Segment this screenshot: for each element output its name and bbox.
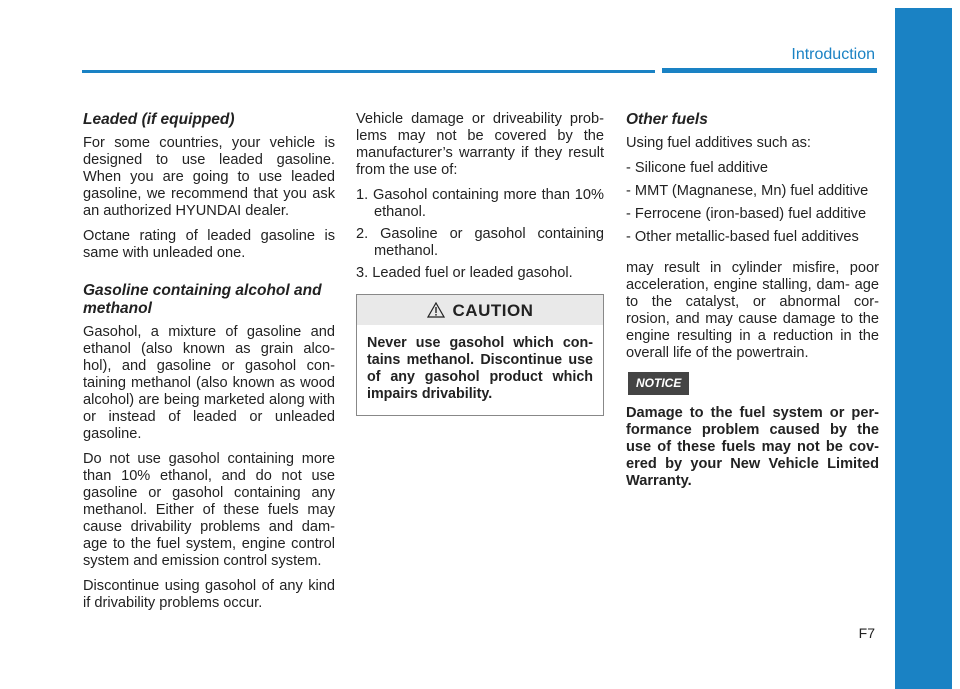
caution-body: Never use gasohol which con- tains methanol. Discontinue use of any gasohol product which impairs drivability. (367, 335, 593, 402)
list-item: 3. Leaded fuel or leaded gasohol. (356, 265, 573, 281)
list-item: - MMT (Magnanese, Mn) fuel additive (626, 183, 869, 199)
heading-gasoline-alcohol: Gasoline containing alcohol and methanol (83, 282, 322, 317)
paragraph: Do not use gasohol containing more than 10% ethanol, and do not use gasoline or gasohol containing any methanol. Either of these fuels may cause drivability problems and dam- age to the fuel system, engine control system and emission control system. (83, 451, 335, 569)
list-item: 1. Gasohol containing more than 10% ethanol. (356, 187, 604, 220)
caution-header (357, 295, 603, 325)
paragraph: may result in cylinder misfire, poor acceleration, engine stalling, dam- age to the catalyst, or abnormal cor- rosion, and may cause damage to the engine resulting in a reduction in the overall life of the powertrain. (626, 260, 879, 361)
list-item: - Other metallic-based fuel additives (626, 229, 859, 245)
notice-text: Damage to the fuel system or per- formance problem caused by the use of these fuels may not be cov- ered by your New Vehicle Limited Warranty. (626, 405, 879, 489)
page-number: F7 (858, 625, 875, 641)
numbered-list (356, 187, 604, 282)
header-rule (82, 70, 655, 73)
column-left (83, 111, 335, 620)
paragraph: Vehicle damage or driveability prob- lems may not be covered by the manufacturer’s warranty if they result from the use of: (356, 111, 604, 178)
section-title: Introduction (791, 46, 875, 63)
paragraph: Discontinue using gasohol of any kind if drivability problems occur. (83, 578, 335, 611)
header-rule-accent (662, 68, 877, 73)
column-right (626, 111, 879, 498)
heading-other-fuels: Other fuels (626, 111, 708, 128)
column-middle (356, 111, 604, 416)
paragraph: For some countries, your vehicle is designed to use leaded gasoline. When you are going to use leaded gasoline, we recommend that you ask an authorized HYUNDAI dealer. (83, 135, 335, 219)
heading-leaded: Leaded (if equipped) (83, 111, 235, 128)
caution-box (356, 294, 604, 416)
notice-badge: NOTICE (628, 372, 689, 395)
paragraph: Octane rating of leaded gasoline is same with unleaded one. (83, 228, 335, 261)
list-item: 2. Gasoline or gasohol containing methanol. (356, 226, 604, 259)
warning-triangle-icon (427, 302, 445, 318)
list-item: - Ferrocene (iron-based) fuel additive (626, 206, 867, 222)
notice-wrapper (626, 370, 879, 405)
caution-title: CAUTION (452, 300, 534, 320)
paragraph: Gasohol, a mixture of gasoline and ethanol (also known as grain alco- hol), and gasoline or gasohol con- taining methanol (also known as wood alcohol) are being marketed along with or instead of leaded or unleaded gasoline. (83, 324, 335, 442)
list-item: - Silicone fuel additive (626, 160, 768, 176)
paragraph: Using fuel additives such as: (626, 135, 811, 151)
side-color-tab (895, 8, 952, 689)
additive-list (626, 160, 879, 246)
